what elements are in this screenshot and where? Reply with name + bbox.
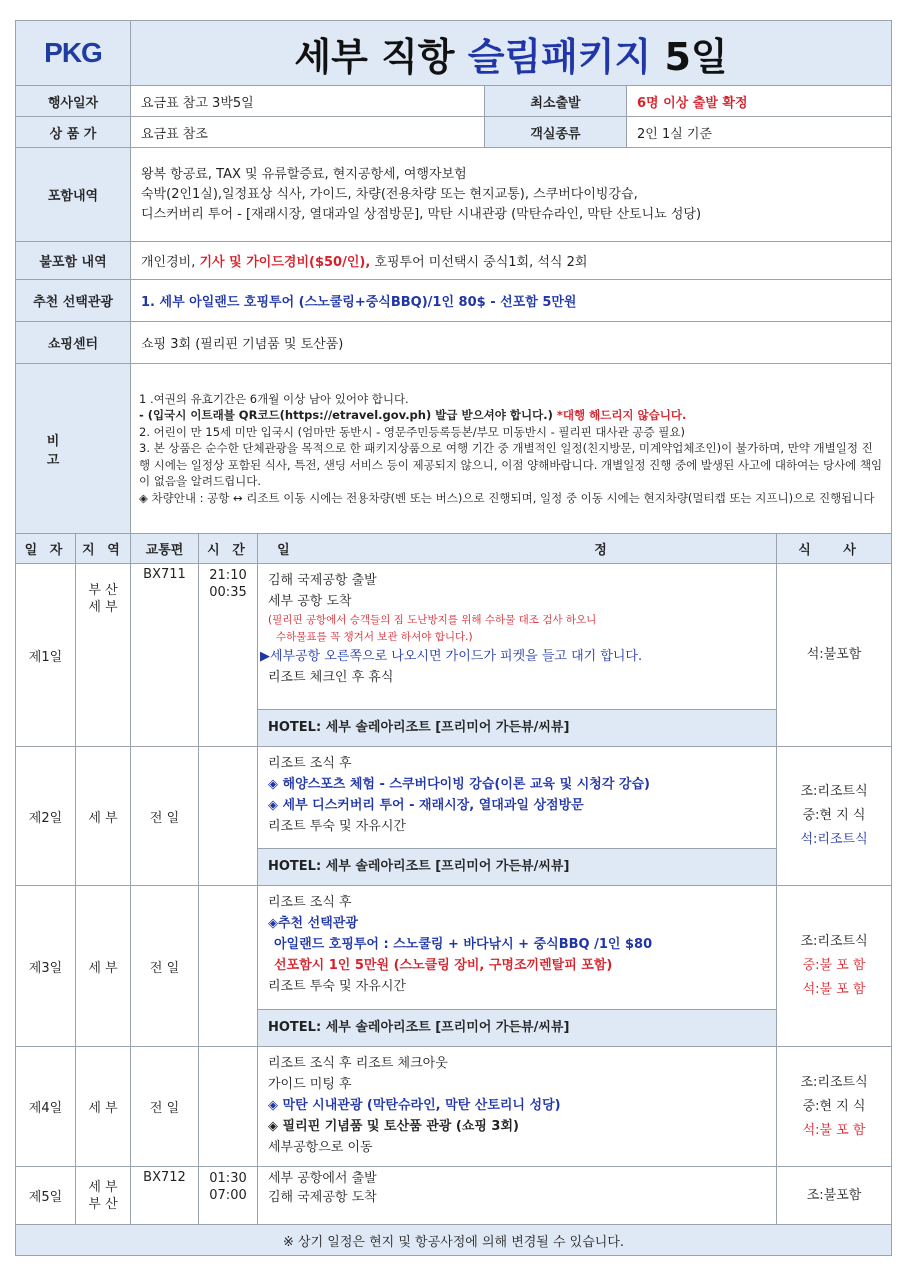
itinerary-cell [258, 564, 777, 747]
day-row [16, 1167, 892, 1225]
notes-value [131, 364, 892, 534]
excluded-label: 불포함 내역 [16, 242, 131, 280]
note-line: ◈ 차량안내 : 공항 ↔ 리조트 이동 시에는 전용차량(벤 또는 버스)으로 진행되며, 일정 중 이동 시에는 현지차량(멀티캡 또는 지프니)으로 진행됩니다 [139, 490, 875, 505]
itinerary-line: 리조트 조식 후 [268, 895, 352, 910]
itinerary-line: 리조트 투숙 및 자유시간 [268, 979, 406, 994]
itinerary-line: ◈ 세부 디스커버리 투어 - 재래시장, 열대과일 상점방문 [268, 798, 584, 813]
note-warning: *대행 해드리지 않습니다. [552, 408, 687, 423]
time-cell [199, 1047, 258, 1167]
meal-cell [777, 1047, 892, 1167]
day-row [16, 747, 892, 886]
itinerary-line: ◈추천 선택관광 [268, 916, 358, 931]
time-text: 01:30 [209, 1171, 247, 1186]
hotel-info: HOTEL: 세부 솔레아리조트 [프리미어 가든뷰/씨뷰] [258, 848, 776, 885]
region-cell [76, 564, 131, 747]
note-line: 2. 어린이 만 15세 미만 입국시 (엄마만 동반시 - 영문주민등록등본/부모 미동반시 - 필리핀 대사관 공증 필요) [139, 424, 685, 439]
itinerary-line: 리조트 조식 후 [268, 756, 352, 771]
col-region: 지 역 [76, 534, 131, 564]
hotel-info: HOTEL: 세부 솔레아리조트 [프리미어 가든뷰/씨뷰] [258, 709, 776, 746]
transport-cell: BX712 [131, 1167, 199, 1225]
col-day: 일 자 [16, 534, 76, 564]
itinerary-cell [258, 1167, 777, 1225]
day-label: 제1일 [16, 564, 76, 747]
itinerary-line: ◈ 필리핀 기념품 및 토산품 관광 (쇼핑 3회) [268, 1119, 519, 1134]
date-label: 행사일자 [16, 86, 131, 117]
itinerary-cell [258, 747, 777, 886]
day-row [16, 886, 892, 1047]
time-text: 00:35 [209, 585, 247, 600]
title-highlight: 슬림패키지 [467, 34, 652, 79]
note-line [139, 407, 883, 424]
footer-notice: ※ 상기 일정은 현지 및 항공사정에 의해 변경될 수 있습니다. [16, 1225, 892, 1256]
shopping-value: 쇼핑 3회 (필리핀 기념품 및 토산품) [131, 322, 892, 364]
itinerary-line: 아일랜드 호핑투어 : 스노쿨링 + 바다낚시 + 중식BBQ /1인 $80 [274, 937, 653, 952]
col-transport: 교통편 [131, 534, 199, 564]
excluded-value [131, 242, 892, 280]
itinerary-line: ▶세부공항 오른쪽으로 나오시면 가이드가 피켓을 들고 대기 합니다. [260, 649, 643, 664]
itinerary-line: 리조트 조식 후 리조트 체크아웃 [268, 1056, 448, 1071]
excluded-highlight: 기사 및 가이드경비($50/인), [199, 255, 371, 270]
price-value: 요금표 참조 [131, 117, 485, 148]
meal-cell: 조:불포함 [777, 1167, 892, 1225]
itinerary-line: 김해 국제공항 출발 [268, 573, 377, 588]
day-row [16, 564, 892, 747]
time-cell [199, 564, 258, 747]
itinerary-table [15, 20, 892, 1256]
day-label: 제4일 [16, 1047, 76, 1167]
region-text: 세 부 [88, 600, 118, 615]
time-cell [199, 886, 258, 1047]
time-cell [199, 747, 258, 886]
note-etravel: - (입국시 이트래블 QR코드(https://etravel.gov.ph) 발급 받으셔야 합니다.) [139, 408, 553, 423]
meal-breakfast: 조:리조트식 [800, 934, 868, 949]
price-label: 상 품 가 [16, 117, 131, 148]
min-departure-label: 최소출발 [485, 86, 627, 117]
notes-label: 비 고 [16, 364, 131, 534]
room-value: 2인 1실 기준 [627, 117, 892, 148]
transport-cell: 전 일 [131, 886, 199, 1047]
meal-dinner: 석:불 포 함 [802, 982, 866, 997]
itinerary-line: 리조트 체크인 후 휴식 [268, 670, 394, 685]
region-cell: 세 부 [76, 747, 131, 886]
itinerary-line: ◈ 해양스포츠 체험 - 스쿠버다이빙 강습(이론 교육 및 시청각 강습) [268, 777, 650, 792]
title-text: 세부 직항 [294, 34, 468, 79]
day-label: 제3일 [16, 886, 76, 1047]
meal-breakfast: 조:리조트식 [800, 784, 868, 799]
excluded-text: 개인경비, [141, 255, 200, 270]
recommended-value: 1. 세부 아일랜드 호핑투어 (스노쿨링+중식BBQ)/1인 80$ - 선포함 5만원 [131, 280, 892, 322]
col-meal: 식 사 [777, 534, 892, 564]
page-title [131, 21, 892, 86]
shopping-label: 쇼핑센터 [16, 322, 131, 364]
region-text: 세 부 [88, 1179, 118, 1195]
itinerary-cell [258, 1047, 777, 1167]
region-cell [76, 1167, 131, 1225]
col-itinerary: 일 정 [258, 534, 777, 564]
col-time: 시 간 [199, 534, 258, 564]
day-label: 제5일 [16, 1167, 76, 1225]
region-cell: 세 부 [76, 1047, 131, 1167]
meal-cell: 석:불포함 [777, 564, 892, 747]
meal-lunch: 중:불 포 함 [802, 958, 866, 973]
itinerary-cell [258, 886, 777, 1047]
meal-lunch: 중:현 지 식 [802, 808, 866, 823]
itinerary-document [15, 20, 891, 1256]
meal-lunch: 중:현 지 식 [802, 1098, 866, 1114]
min-departure-value: 6명 이상 출발 확정 [627, 86, 892, 117]
region-text: 부 산 [88, 1196, 118, 1212]
transport-cell: 전 일 [131, 1047, 199, 1167]
included-label: 포함내역 [16, 148, 131, 242]
meal-breakfast: 조:리조트식 [800, 1074, 868, 1090]
time-text: 07:00 [209, 1188, 247, 1203]
excluded-text: 호핑투어 미선택시 중식1회, 석식 2회 [370, 255, 588, 270]
transport-cell: BX711 [131, 564, 199, 747]
itinerary-line: 세부 공항 도착 [268, 594, 352, 609]
day-label: 제2일 [16, 747, 76, 886]
room-label: 객실종류 [485, 117, 627, 148]
day-row [16, 1047, 892, 1167]
itinerary-line: 리조트 투숙 및 자유시간 [268, 819, 406, 834]
meal-cell [777, 886, 892, 1047]
itinerary-line: 세부 공항에서 출발 [268, 1171, 377, 1186]
time-text: 21:10 [209, 568, 247, 583]
itinerary-line: 김해 국제공항 도착 [268, 1190, 377, 1205]
meal-dinner: 석:불 포 함 [802, 1122, 866, 1138]
itinerary-line: 세부공항으로 이동 [268, 1140, 373, 1155]
baggage-warning: 수하물표를 꼭 챙겨서 보관 하셔야 합니다.) [276, 631, 473, 643]
itinerary-line: 가이드 미팅 후 [268, 1077, 352, 1092]
region-text: 부 산 [88, 583, 118, 598]
time-cell [199, 1167, 258, 1225]
included-line: 숙박(2인1실),일정표상 식사, 가이드, 차량(전용차량 또는 현지교통), 스쿠버다이빙강습, [141, 186, 638, 202]
transport-cell: 전 일 [131, 747, 199, 886]
region-cell: 세 부 [76, 886, 131, 1047]
baggage-warning: (필리핀 공항에서 승객들의 짐 도난방지를 위해 수하물 대조 검사 하오니 [268, 614, 597, 626]
included-value [131, 148, 892, 242]
recommended-label: 추천 선택관광 [16, 280, 131, 322]
note-line: 3. 본 상품은 순수한 단체관광을 목적으로 한 패키지상품으로 여행 기간 중 개별적인 일정(친지방문, 미계약업체조인)이 불가하며, 만약 개별일정 진행 시에는 일정상 포함된 식사, 특전, 샌딩 서비스 등이 제공되지 않으니, 이점 양해바랍니다. 개별일정 진행 중에 발생된 사고에 대하여는 당사에 책임이 없음을 알려드립니다. [139, 441, 883, 489]
included-line: 왕복 항공료, TAX 및 유류할증료, 현지공항세, 여행자보험 [141, 166, 467, 182]
brand-logo: PKG [16, 21, 131, 86]
meal-cell [777, 747, 892, 886]
included-line: 디스커버리 투어 - [재래시장, 열대과일 상점방문], 막탄 시내관광 (막탄슈라인, 막탄 산토니뇨 성당) [141, 206, 702, 222]
hotel-info: HOTEL: 세부 솔레아리조트 [프리미어 가든뷰/씨뷰] [258, 1009, 776, 1046]
date-value: 요금표 참고 3박5일 [131, 86, 485, 117]
itinerary-line: ◈ 막탄 시내관광 (막탄슈라인, 막탄 산토리니 성당) [268, 1098, 561, 1113]
title-suffix: 5일 [651, 34, 728, 79]
itinerary-line: 선포함시 1인 5만원 (스노클링 장비, 구명조끼렌탈피 포함) [274, 958, 613, 973]
note-line: 1 .여권의 유효기간은 6개월 이상 남아 있어야 합니다. [139, 391, 409, 406]
meal-dinner: 석:리조트식 [800, 832, 868, 847]
